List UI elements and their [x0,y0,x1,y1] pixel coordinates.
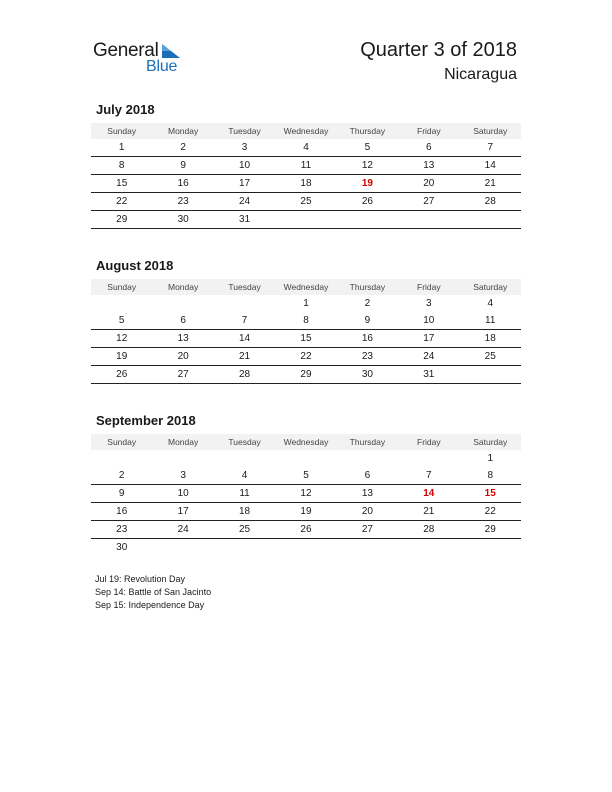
day-cell: 22 [300,351,312,362]
day-cell: 28 [423,524,435,535]
day-cell: 21 [238,351,251,362]
day-cell: 23 [177,196,189,207]
week-row [91,175,521,193]
week-row [91,139,521,157]
weekday-sunday: Sunday [107,282,137,292]
day-cell: 10 [238,160,251,171]
day-cell: 24 [423,351,435,362]
week-row [91,485,521,503]
day-cell: 4 [303,142,309,153]
day-cell: 1 [303,298,309,309]
day-cell: 22 [116,196,128,207]
weekday-tuesday: Tuesday [228,282,261,292]
day-cell: 20 [177,351,189,362]
day-cell: 10 [177,488,189,499]
day-cell: 17 [177,506,189,517]
month-september [91,412,521,556]
page-title: Quarter 3 of 2018 [360,39,517,61]
day-cell: 21 [484,178,496,189]
month-title: August 2018 [96,258,174,273]
day-cell: 22 [484,506,496,517]
day-cell: 16 [177,178,189,189]
day-cell: 12 [300,488,312,499]
week-row [91,450,521,467]
week-row [91,521,521,539]
weekday-monday: Monday [168,437,199,447]
day-cell: 15 [300,333,312,344]
week-row [91,503,521,521]
day-cell: 8 [487,470,494,481]
day-cell: 13 [361,488,373,499]
week-row [91,539,521,556]
day-cell: 10 [423,315,435,326]
day-cell: 23 [116,524,128,535]
week-row [91,312,521,330]
day-cell: 30 [361,369,373,380]
weekday-friday: Friday [417,126,441,136]
weekday-wednesday: Wednesday [283,437,329,447]
weekday-tuesday: Tuesday [228,437,261,447]
day-cell: 4 [241,470,248,481]
day-cell: 25 [300,196,312,207]
day-cell: 1 [487,453,494,464]
logo-text-general: General [93,40,159,61]
week-row [91,348,521,366]
day-cell: 6 [364,470,371,481]
logo-text-blue: Blue [146,58,178,75]
day-cell: 28 [238,369,251,380]
day-cell: 14 [484,160,496,171]
brand-logo [93,40,188,80]
day-cell: 7 [426,470,432,481]
day-cell: 3 [426,298,432,309]
day-cell: 11 [485,315,496,326]
day-cell: 26 [361,196,373,207]
holiday-day-cell: 14 [423,488,435,499]
weekday-header [91,123,521,139]
holiday-day-cell: 15 [484,488,496,499]
day-cell: 23 [361,351,373,362]
day-cell: 19 [116,351,128,362]
day-cell: 12 [361,160,373,171]
weekday-friday: Friday [417,437,441,447]
day-cell: 6 [180,315,186,326]
day-cell: 8 [118,160,125,171]
day-cell: 20 [361,506,373,517]
month-august [91,257,521,384]
day-cell: 5 [364,142,371,153]
day-cell: 27 [361,524,373,535]
day-cell: 24 [177,524,189,535]
day-cell: 4 [487,298,494,309]
day-cell: 24 [238,196,251,207]
weekday-thursday: Thursday [349,437,386,447]
holiday-note: Sep 14: Battle of San Jacinto [95,587,212,597]
country-name: Nicaragua [444,66,517,83]
weekday-sunday: Sunday [107,126,137,136]
day-cell: 5 [118,315,125,326]
day-cell: 17 [238,178,251,189]
month-title: September 2018 [96,413,196,428]
weekday-monday: Monday [168,126,199,136]
weekday-saturday: Saturday [473,126,508,136]
weekday-header [91,434,521,450]
day-cell: 31 [238,214,251,225]
holiday-note: Sep 15: Independence Day [95,600,205,610]
week-row [91,211,521,229]
day-cell: 21 [423,506,435,517]
day-cell: 20 [423,178,435,189]
day-cell: 13 [423,160,435,171]
day-cell: 17 [423,333,435,344]
week-row [91,295,521,312]
day-cell: 31 [423,369,435,380]
day-cell: 2 [364,298,371,309]
holiday-notes [95,573,211,612]
day-cell: 8 [303,315,309,326]
day-cell: 2 [180,142,186,153]
day-cell: 19 [300,506,312,517]
day-cell: 25 [238,524,251,535]
day-cell: 3 [241,142,248,153]
weekday-header [91,279,521,295]
day-cell: 30 [116,542,128,553]
day-cell: 26 [300,524,312,535]
day-cell: 29 [484,524,496,535]
day-cell: 25 [484,351,496,362]
day-cell: 2 [118,470,125,481]
week-row [91,330,521,348]
holiday-note: Jul 19: Revolution Day [95,574,186,584]
weekday-wednesday: Wednesday [283,126,329,136]
day-cell: 16 [116,506,128,517]
day-cell: 29 [300,369,312,380]
day-cell: 18 [238,506,251,517]
day-cell: 6 [426,142,432,153]
weekday-saturday: Saturday [473,437,508,447]
day-cell: 27 [177,369,189,380]
day-cell: 5 [303,470,309,481]
day-cell: 27 [423,196,435,207]
day-cell: 18 [300,178,312,189]
day-cell: 26 [116,369,128,380]
week-row [91,467,521,485]
day-cell: 9 [364,315,371,326]
day-cell: 29 [116,214,128,225]
month-title: July 2018 [96,102,155,117]
day-cell: 9 [118,488,125,499]
day-cell: 11 [239,488,250,499]
week-row [91,366,521,384]
day-cell: 14 [238,333,251,344]
weekday-monday: Monday [168,282,199,292]
month-july [91,101,521,229]
holiday-day-cell: 19 [361,178,373,189]
day-cell: 12 [116,333,128,344]
weekday-sunday: Sunday [107,437,137,447]
day-cell: 16 [361,333,373,344]
day-cell: 15 [116,178,128,189]
weekday-saturday: Saturday [473,282,508,292]
day-cell: 1 [118,142,125,153]
day-cell: 30 [177,214,189,225]
day-cell: 9 [180,160,186,171]
day-cell: 3 [180,470,186,481]
day-cell: 11 [300,160,312,171]
day-cell: 13 [177,333,189,344]
day-cell: 7 [241,315,248,326]
weekday-thursday: Thursday [349,126,386,136]
weekday-wednesday: Wednesday [283,282,329,292]
day-cell: 28 [484,196,496,207]
weekday-tuesday: Tuesday [228,126,261,136]
day-cell: 7 [487,142,494,153]
week-row [91,157,521,175]
day-cell: 18 [484,333,496,344]
week-row [91,193,521,211]
weekday-thursday: Thursday [349,282,386,292]
weekday-friday: Friday [417,282,441,292]
